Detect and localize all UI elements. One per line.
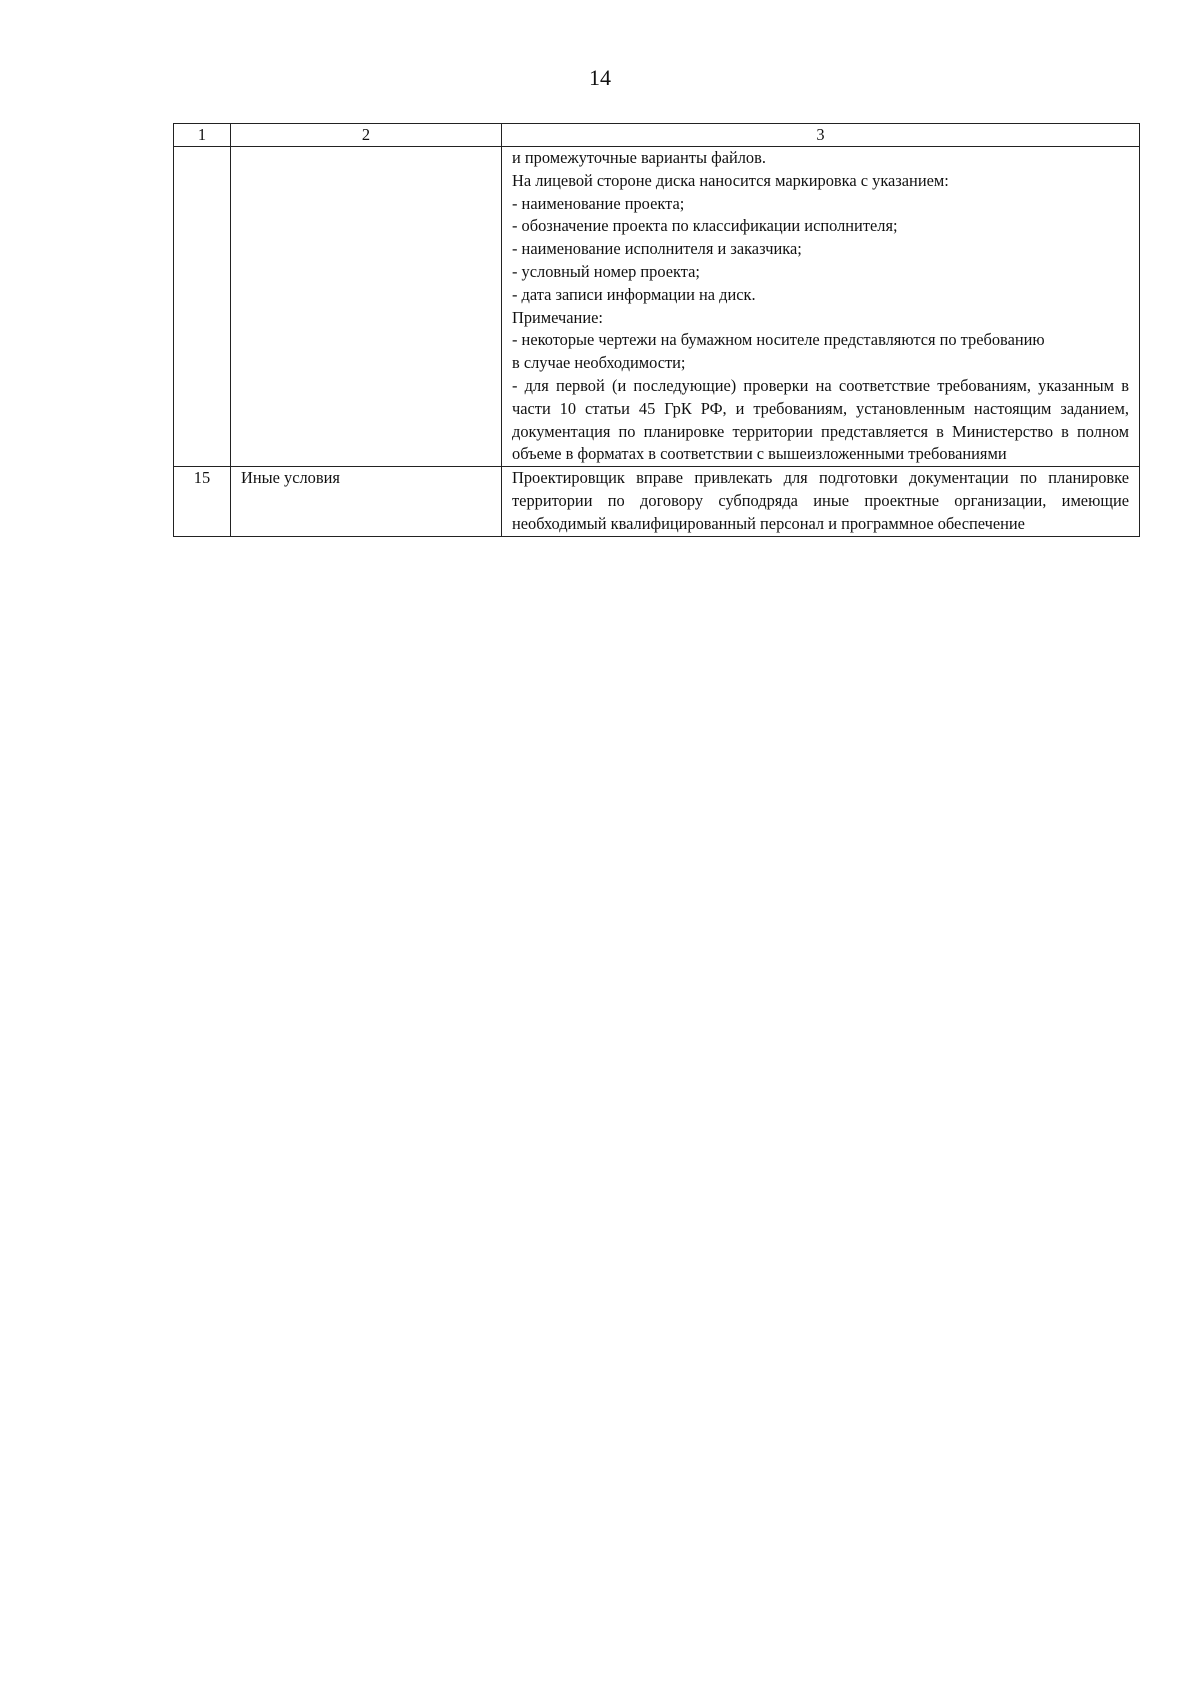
content-line: в случае необходимости; (512, 353, 686, 373)
row-number: 15 (174, 467, 231, 536)
table-row-15 (174, 467, 1140, 536)
column-header-3: 3 (502, 124, 1140, 147)
requirements-table (173, 123, 1140, 537)
content-line: - наименование проекта; (512, 193, 685, 213)
content-line: - некоторые чертежи на бумажном носителе представляются по требованию (512, 330, 1045, 350)
continuation-content-cell (502, 147, 1140, 467)
row-label: Иные условия (231, 467, 502, 536)
content-line: - условный номер проекта; (512, 261, 700, 281)
table-header-row (174, 124, 1140, 147)
content-line: На лицевой стороне диска наносится маркировка с указанием: (512, 170, 949, 190)
column-header-1: 1 (174, 124, 231, 147)
row-content: Проектировщик вправе привлекать для подготовки документации по планировке территории по договору субподряда иные проектные организации, имеющие необходимый квалифицированный персонал и программное обеспечение (502, 467, 1140, 536)
continuation-label-cell (231, 147, 502, 467)
content-paragraph: - для первой (и последующие) проверки на соответствие требованиям, указанным в части 10 статьи 45 ГрК РФ, и требованиям, установленным настоящим заданием, документация по планировке территории представляется в Министерство в полном объеме в форматах в соответствии с вышеизложенными требованиями (512, 375, 1129, 464)
continuation-number-cell (174, 147, 231, 467)
content-line: - дата записи информации на диск. (512, 284, 756, 304)
content-line: - обозначение проекта по классификации исполнителя; (512, 216, 898, 236)
column-header-2: 2 (231, 124, 502, 147)
content-line: Примечание: (512, 307, 603, 327)
table-row-continuation (174, 147, 1140, 467)
page-number: 14 (589, 65, 611, 90)
content-line: - наименование исполнителя и заказчика; (512, 239, 802, 259)
content-line: и промежуточные варианты файлов. (512, 148, 766, 167)
